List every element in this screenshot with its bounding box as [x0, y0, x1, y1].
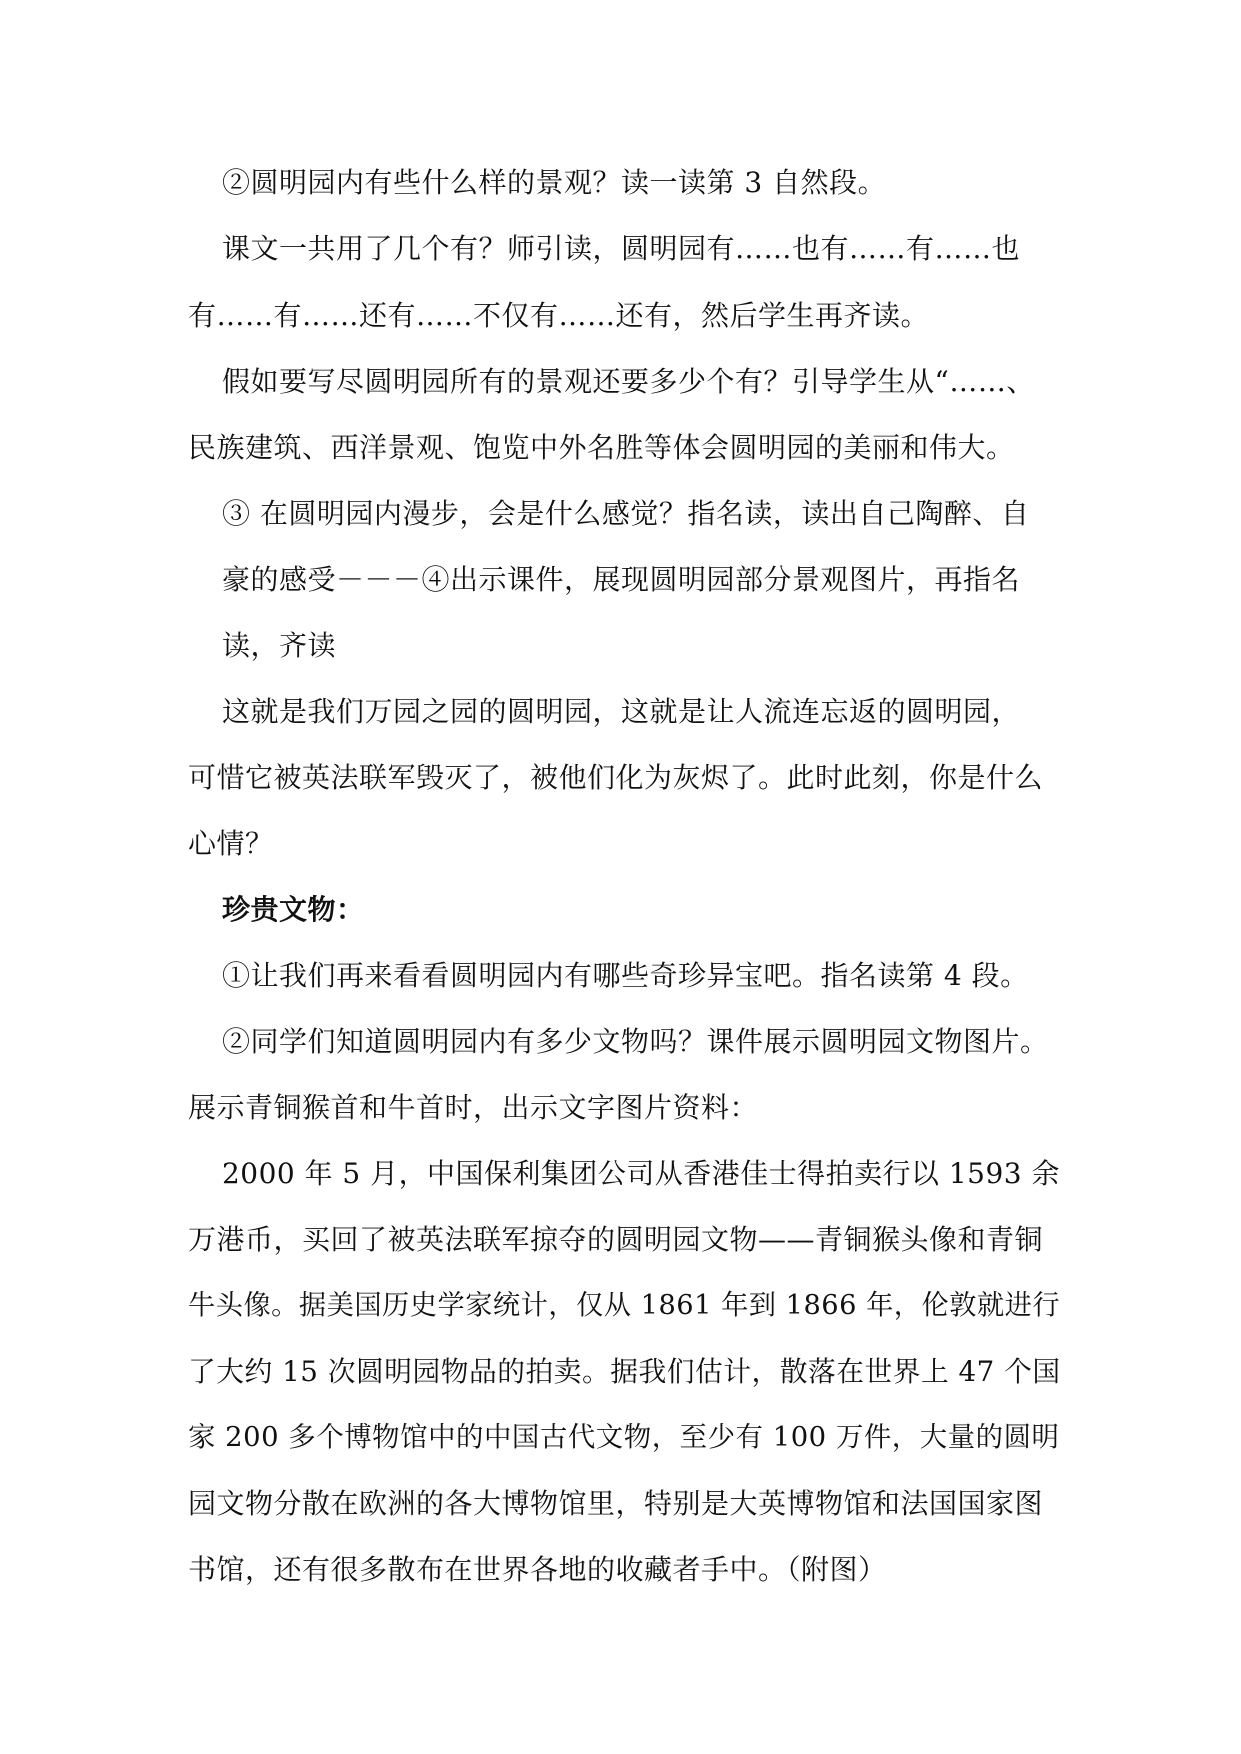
text-line: ②圆明园内有些什么样的景观？读一读第 3 自然段。 [222, 166, 887, 199]
text-line: 园文物分散在欧洲的各大博物馆里，特别是大英博物馆和法国国家图 [188, 1487, 1044, 1520]
text-line: 书馆，还有很多散布在世界各地的收藏者手中。（附图） [188, 1553, 887, 1586]
text-line: 心情？ [188, 827, 274, 860]
text-line: 家 200 多个博物馆中的中国古代文物，至少有 100 万件，大量的圆明 [188, 1422, 1060, 1453]
text-line: 牛头像。据美国历史学家统计，仅从 1861 年到 1866 年，伦敦就进行 [188, 1290, 1061, 1321]
text-line: 豪的感受－－－④出示课件，展现圆明园部分景观图片，再指名 [222, 563, 1021, 596]
text-line: 民族建筑、西洋景观、饱览中外名胜等体会圆明园的美丽和伟大。 [188, 431, 1015, 464]
text-line: 读，齐读 [222, 629, 337, 662]
text-line: 2000 年 5 月，中国保利集团公司从香港佳士得拍卖行以 1593 余 [222, 1157, 1060, 1190]
text-line: ①让我们再来看看圆明园内有哪些奇珍异宝吧。指名读第 4 段。 [222, 959, 1029, 992]
text-line: 可惜它被英法联军毁灭了，被他们化为灰烬了。此时此刻，你是什么 [188, 761, 1044, 794]
text-line: 了大约 15 次圆明园物品的拍卖。据我们估计，散落在世界上 47 个国 [188, 1355, 1061, 1388]
text-line: 课文一共用了几个有？师引读，圆明园有……也有……有……也 [222, 232, 1021, 265]
section-heading: 珍贵文物： [222, 893, 365, 926]
text-line: ②同学们知道圆明园内有多少文物吗？课件展示圆明园文物图片。 [222, 1025, 1049, 1058]
text-line: ③ 在圆明园内漫步，会是什么感觉？指名读，读出自己陶醉、自 [222, 497, 1030, 530]
text-line: 这就是我们万园之园的圆明园，这就是让人流连忘返的圆明园， [222, 695, 1021, 728]
text-line: 万港币，买回了被英法联军掠夺的圆明园文物——青铜猴头像和青铜 [188, 1223, 1044, 1256]
text-line: 有……有……还有……不仅有……还有，然后学生再齐读。 [188, 299, 930, 332]
text-line: 假如要写尽圆明园所有的景观还要多少个有？引导学生从“……、 [222, 365, 1035, 398]
text-line: 展示青铜猴首和牛首时，出示文字图片资料： [188, 1091, 759, 1124]
